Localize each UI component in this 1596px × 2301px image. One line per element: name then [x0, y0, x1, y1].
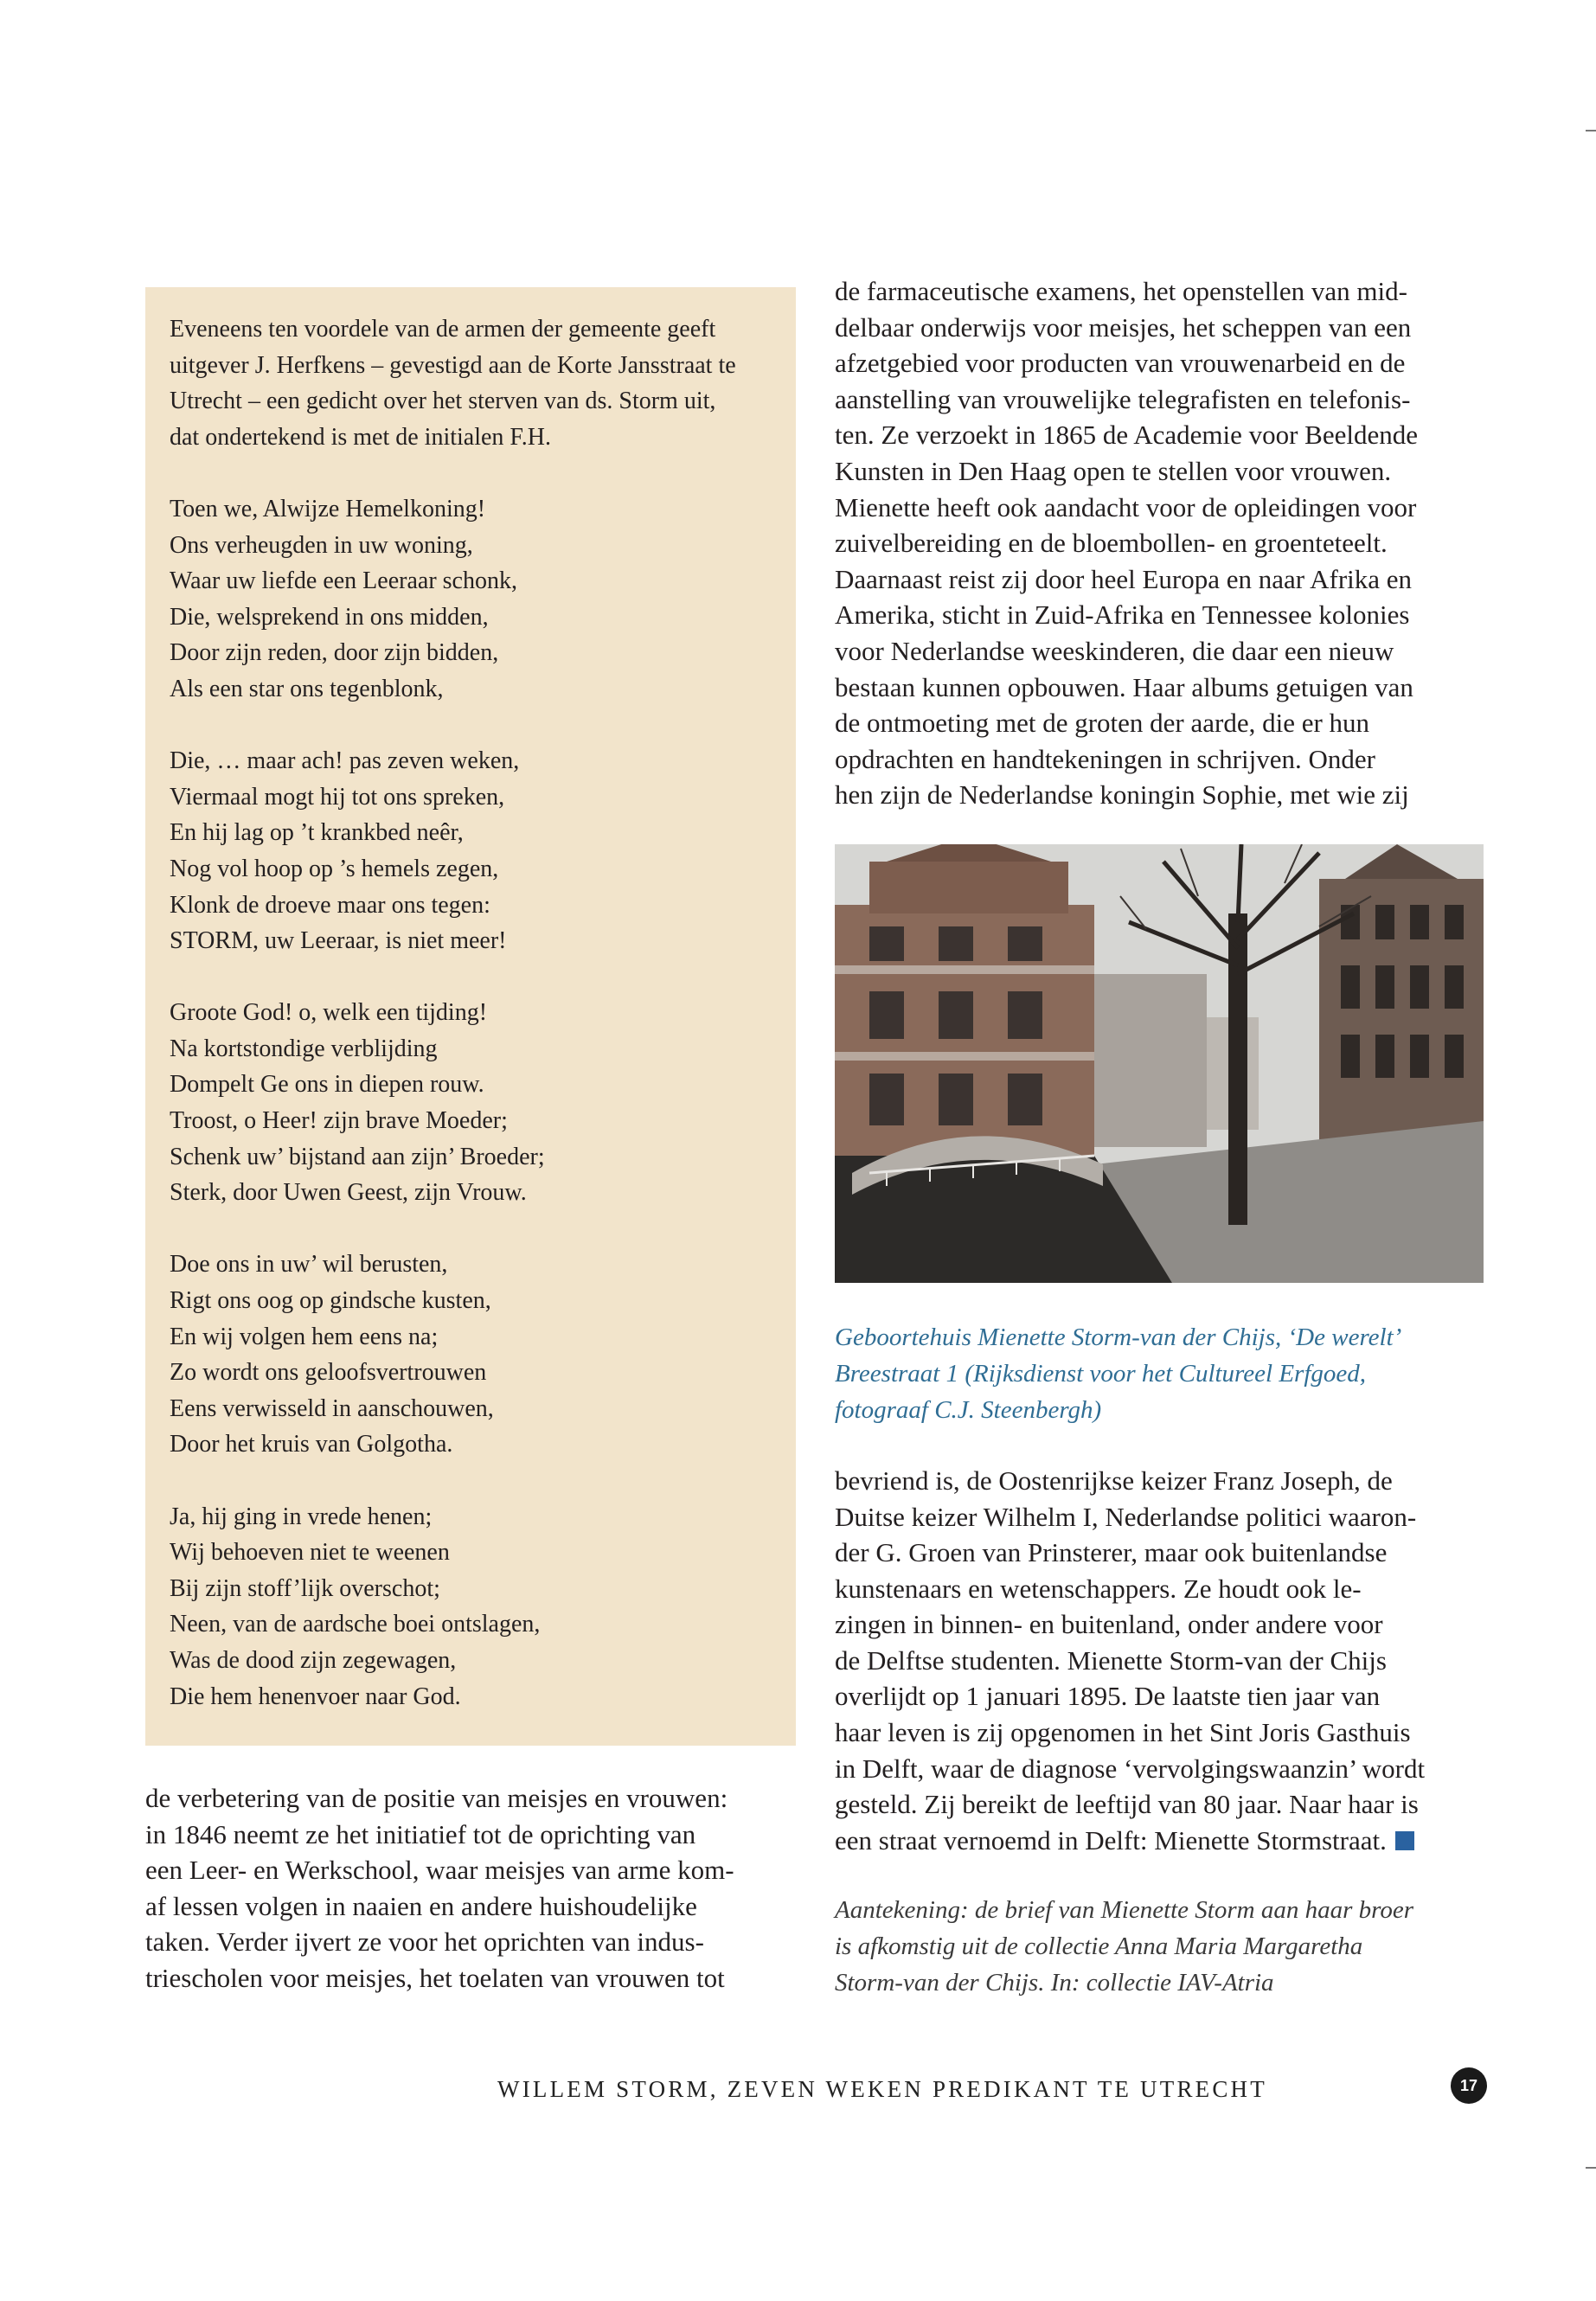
body-line: kunstenaars en wetenschappers. Ze houdt ook le-	[835, 1573, 1362, 1604]
caption-line: Breestraat 1 (Rijksdienst voor het Cultureel Erfgoed,	[835, 1359, 1366, 1388]
left-column	[145, 287, 796, 1997]
right-body-text-top	[835, 273, 1484, 813]
body-line: in Delft, waar de diagnose ‘vervolgingswaanzin’ wordt	[835, 1753, 1426, 1784]
body-line: Kunsten in Den Haag open te stellen voor vrouwen.	[835, 455, 1392, 486]
body-line: ten. Ze verzoekt in 1865 de Academie voor Beeldende	[835, 420, 1418, 451]
left-body-text	[145, 1780, 796, 1997]
body-line: de Delftse studenten. Mienette Storm-van der Chijs	[835, 1644, 1387, 1676]
sidebar-intro	[170, 311, 775, 455]
poem-line: Troost, o Heer! zijn brave Moeder;	[170, 1107, 508, 1135]
body-line: de ontmoeting met de groten der aarde, die er hun	[835, 708, 1370, 739]
body-line-last	[835, 1823, 1484, 1859]
poem-line: Klonk de droeve maar ons tegen:	[170, 891, 490, 919]
body-line: delbaar onderwijs voor meisjes, het scheppen van een	[835, 311, 1412, 343]
poem-line: Rigt ons oog op gindsche kusten,	[170, 1287, 491, 1315]
poem-line: Waar uw liefde een Leeraar schonk,	[170, 567, 517, 595]
poem-line: Schenk uw’ bijstand aan zijn’ Broeder;	[170, 1143, 545, 1170]
body-line: Amerika, sticht in Zuid-Afrika en Tennessee kolonies	[835, 599, 1410, 631]
poem-line: En wij volgen hem eens na;	[170, 1323, 439, 1350]
body-line-text: een straat vernoemd in Delft: Mienette Stormstraat.	[835, 1824, 1387, 1856]
house-photo	[835, 844, 1484, 1283]
sidebar-intro-line: Eveneens ten voordele van de armen der gemeente geeft	[170, 316, 716, 343]
poem-line: Viermaal mogt hij tot ons spreken,	[170, 783, 505, 811]
poem-stanza	[170, 491, 775, 708]
poem-line: Was de dood zijn zegewagen,	[170, 1646, 457, 1674]
body-line: Duitse keizer Wilhelm I, Nederlandse politici waaron-	[835, 1501, 1417, 1532]
annotation-note	[835, 1893, 1484, 2001]
sidebar-intro-line: dat ondertekend is met de initialen F.H.	[170, 423, 551, 451]
note-line: is afkomstig uit de collectie Anna Maria Margaretha	[835, 1932, 1363, 1961]
photo-caption	[835, 1319, 1484, 1428]
poem-line: Nog vol hoop op ’s hemels zegen,	[170, 855, 499, 882]
right-column	[835, 273, 1484, 2001]
poem-line: Dompelt Ge ons in diepen rouw.	[170, 1071, 484, 1099]
running-title: WILLEM STORM, ZEVEN WEKEN PREDIKANT TE UTRECHT	[497, 2076, 1267, 2102]
body-line: de verbetering van de positie van meisjes en vrouwen:	[145, 1783, 728, 1813]
poem-line: Ja, hij ging in vrede henen;	[170, 1503, 433, 1530]
poem-line: STORM, uw Leeraar, is niet meer!	[170, 927, 507, 955]
poem-line: Groote God! o, welk een tijding!	[170, 999, 488, 1027]
body-line: bevriend is, de Oostenrijkse keizer Franz Joseph, de	[835, 1465, 1393, 1496]
sidebar-intro-line: Utrecht – een gedicht over het sterven van ds. Storm uit,	[170, 388, 716, 415]
poem-line: Ons verheugden in uw woning,	[170, 531, 473, 559]
poem-line: Door het kruis van Golgotha.	[170, 1431, 453, 1458]
poem-line: Die hem henenvoer naar God.	[170, 1682, 461, 1710]
crop-mark-top	[1586, 130, 1596, 131]
body-line: bestaan kunnen opbouwen. Haar albums getuigen van	[835, 671, 1413, 702]
poem-line: Toen we, Alwijze Hemelkoning!	[170, 495, 486, 522]
body-line: der G. Groen van Prinsterer, maar ook buitenlandse	[835, 1537, 1388, 1568]
poem-stanza	[170, 995, 775, 1211]
caption-line: Geboortehuis Mienette Storm-van der Chijs, ‘De werelt’	[835, 1323, 1402, 1351]
house-photo-illustration	[835, 844, 1484, 1283]
body-line: een Leer- en Werkschool, waar meisjes van arme kom-	[145, 1855, 734, 1886]
body-line: de farmaceutische examens, het openstellen van mid-	[835, 276, 1407, 306]
page-footer	[0, 2076, 1596, 2111]
body-line: voor Nederlandse weeskinderen, die daar een nieuw	[835, 635, 1394, 666]
poem-line: Eens verwisseld in aanschouwen,	[170, 1394, 494, 1422]
poem-line: Die, … maar ach! pas zeven weken,	[170, 747, 520, 775]
poem-line: Bij zijn stoff’lijk overschot;	[170, 1574, 440, 1602]
poem-stanza	[170, 1499, 775, 1715]
body-line: taken. Verder ijvert ze voor het oprichten van indus-	[145, 1926, 704, 1958]
poem-line: Door zijn reden, door zijn bidden,	[170, 639, 499, 667]
poem-line: Sterk, door Uwen Geest, zijn Vrouw.	[170, 1179, 527, 1207]
caption-line: fotograaf C.J. Steenbergh)	[835, 1395, 1102, 1424]
body-line: afzetgebied voor producten van vrouwenarbeid en de	[835, 348, 1406, 379]
poem-sidebar	[145, 287, 796, 1746]
body-line: opdrachten en handtekeningen in schrijven. Onder	[835, 743, 1375, 774]
body-line: overlijdt op 1 januari 1895. De laatste tien jaar van	[835, 1681, 1381, 1712]
crop-mark-bottom	[1586, 2167, 1596, 2169]
poem-line: Wij behoeven niet te weenen	[170, 1539, 450, 1567]
body-line: Daarnaast reist zij door heel Europa en naar Afrika en	[835, 563, 1413, 594]
note-line: Storm-van der Chijs. In: collectie IAV-Atria	[835, 1968, 1274, 1997]
poem-line: Als een star ons tegenblonk,	[170, 675, 444, 702]
poem-stanza	[170, 1247, 775, 1463]
poem-line: Neen, van de aardsche boei ontslagen,	[170, 1611, 541, 1638]
right-body-text-bottom	[835, 1463, 1484, 1859]
note-line: Aantekening: de brief van Mienette Storm aan haar broer	[835, 1896, 1413, 1925]
body-line: Mienette heeft ook aandacht voor de opleidingen voor	[835, 491, 1417, 522]
body-line: af lessen volgen in naaien en andere huishoudelijke	[145, 1890, 697, 1921]
poem-line: Zo wordt ons geloofsvertrouwen	[170, 1359, 487, 1387]
page-number: 17	[1451, 2067, 1487, 2104]
body-line: aanstelling van vrouwelijke telegrafisten en telefonis-	[835, 383, 1411, 414]
poem-line: Die, welsprekend in ons midden,	[170, 603, 489, 631]
end-of-article-square-icon	[1395, 1831, 1414, 1850]
sidebar-intro-line: uitgever J. Herfkens – gevestigd aan de Korte Jansstraat te	[170, 351, 736, 379]
body-line: triescholen voor meisjes, het toelaten van vrouwen tot	[145, 1962, 725, 1993]
poem-line: En hij lag op ’t krankbed neêr,	[170, 819, 464, 847]
body-line: hen zijn de Nederlandse koningin Sophie, met wie zij	[835, 779, 1409, 811]
body-line: haar leven is zij opgenomen in het Sint Joris Gasthuis	[835, 1717, 1411, 1748]
body-line: gesteld. Zij bereikt de leeftijd van 80 jaar. Naar haar is	[835, 1789, 1419, 1820]
poem-line: Doe ons in uw’ wil berusten,	[170, 1251, 448, 1279]
poem-line: Na kortstondige verblijding	[170, 1035, 438, 1062]
body-line: zuivelbereiding en de bloembollen- en groenteteelt.	[835, 528, 1388, 559]
body-line: in 1846 neemt ze het initiatief tot de oprichting van	[145, 1818, 696, 1849]
body-line: zingen in binnen- en buitenland, onder andere voor	[835, 1609, 1383, 1640]
poem-stanza	[170, 743, 775, 959]
